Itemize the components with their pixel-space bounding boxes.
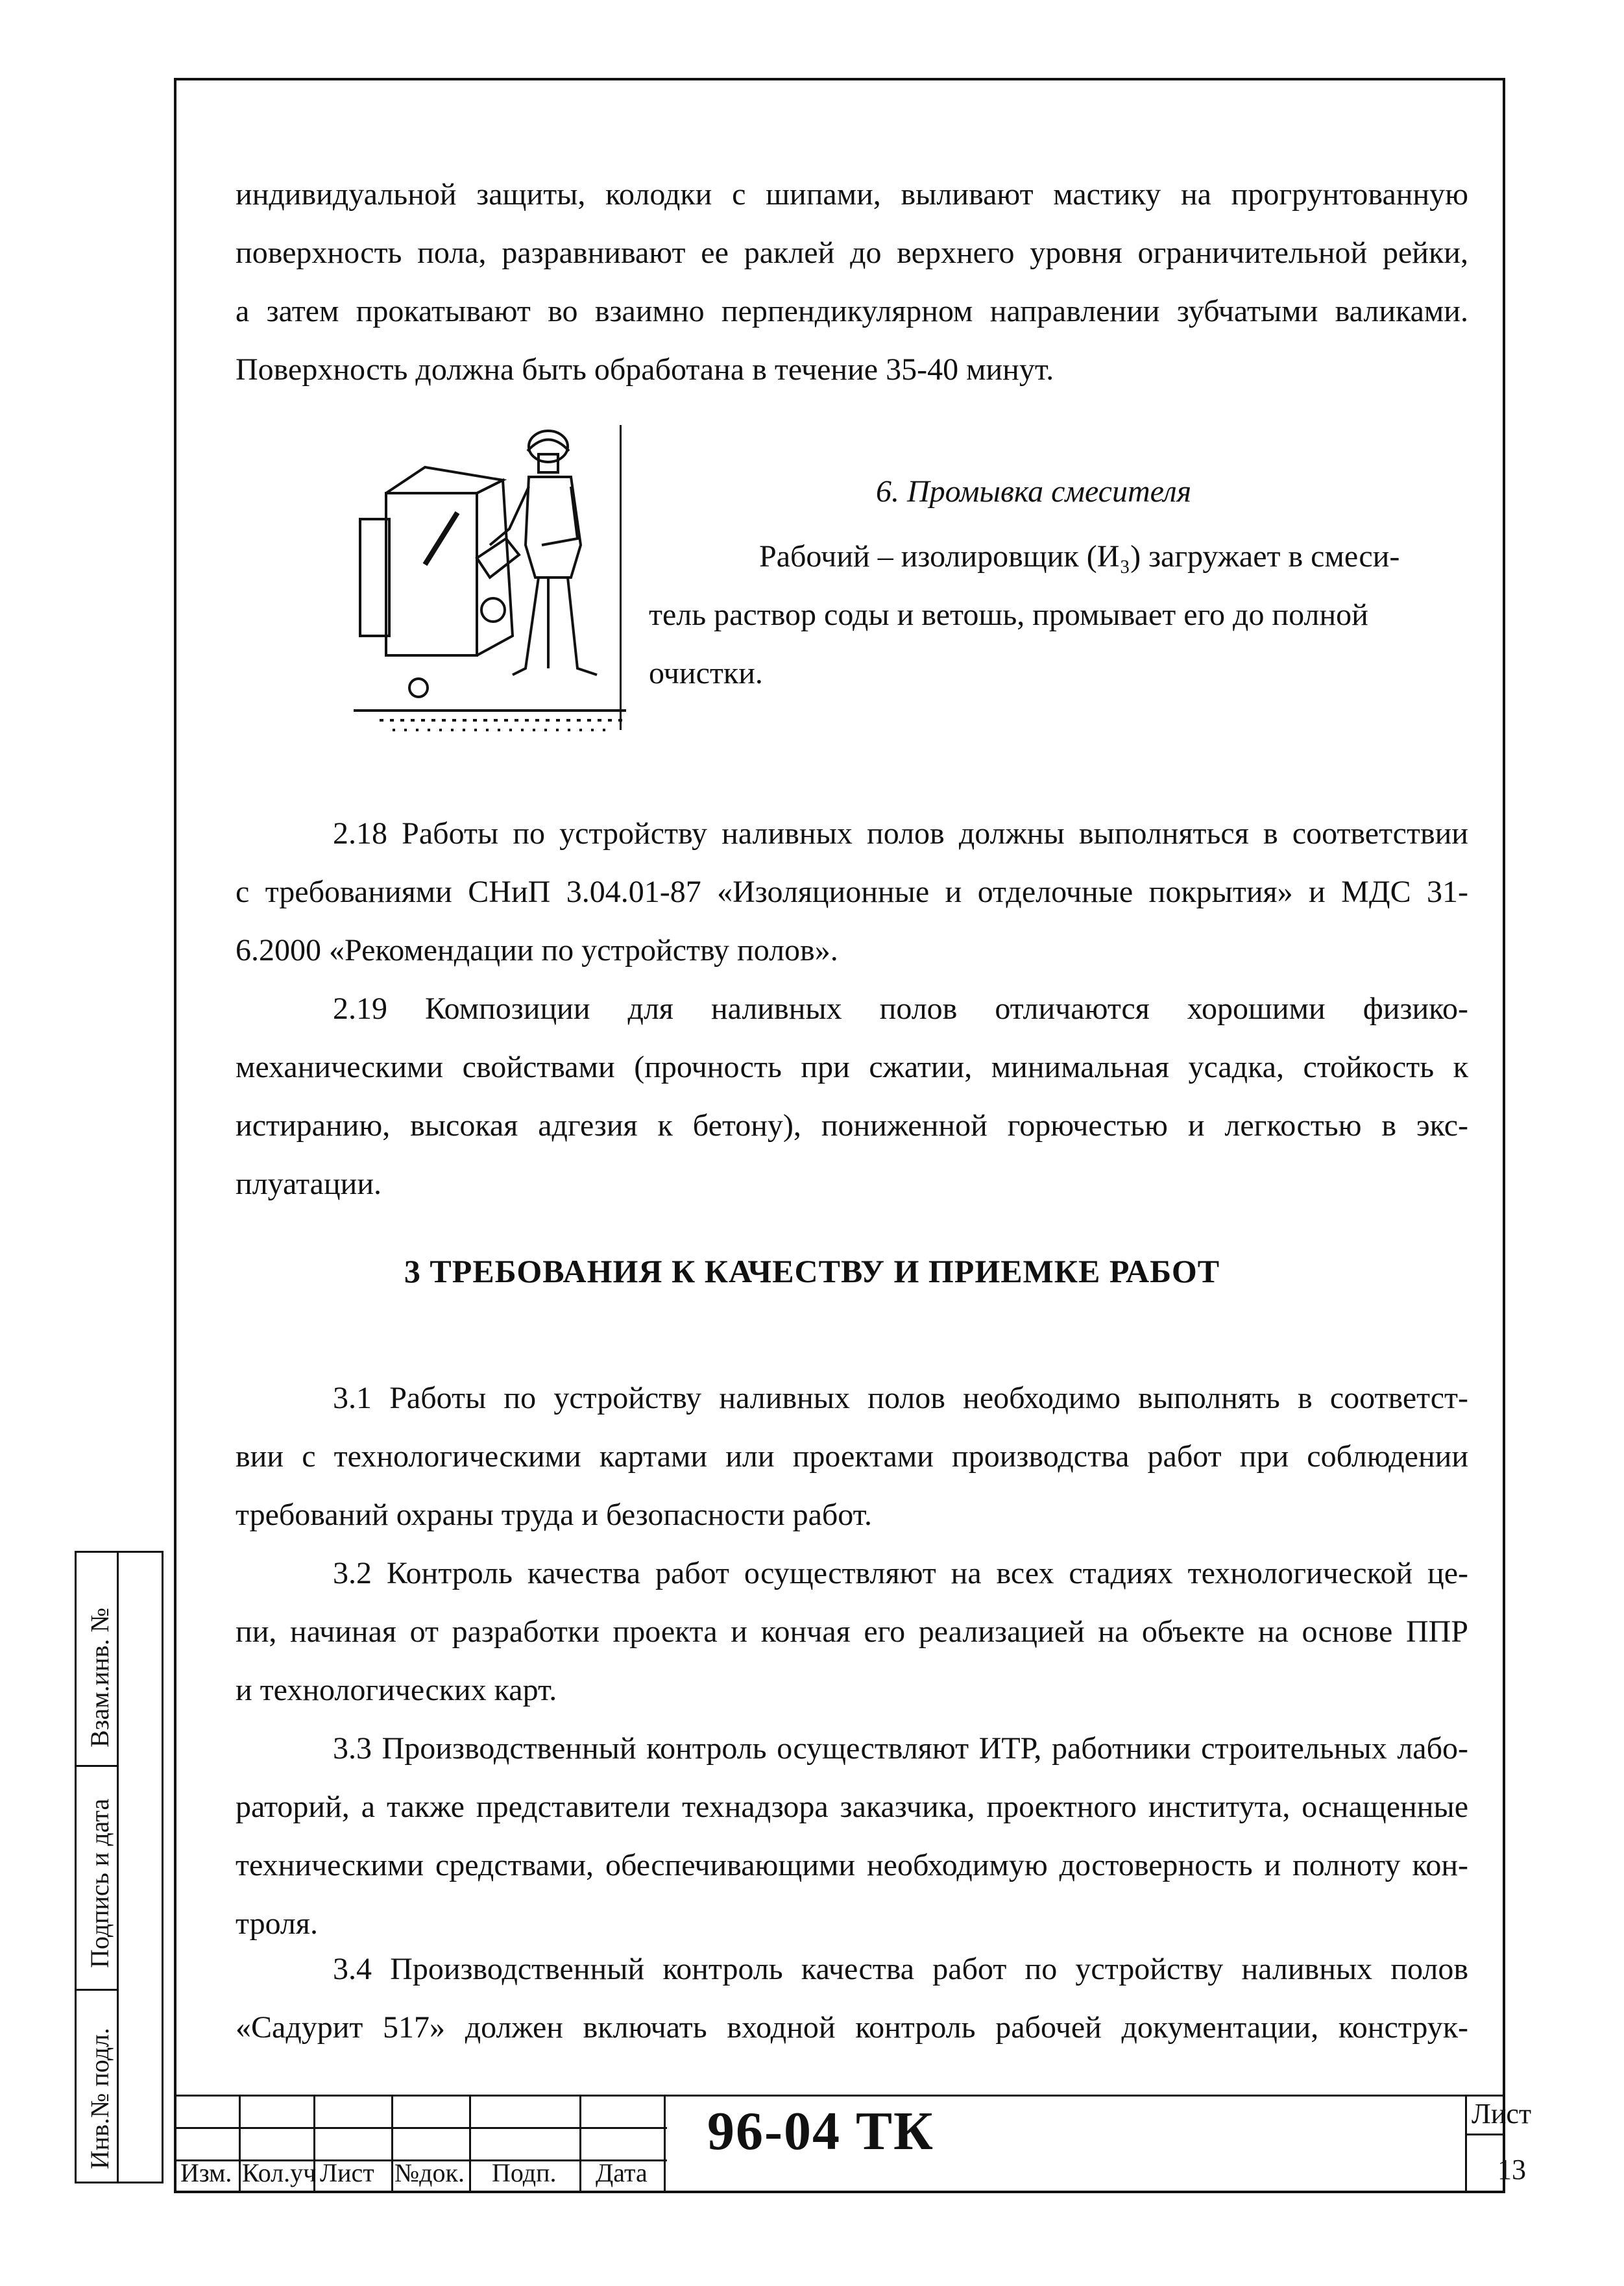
text-line: истиранию, высокая адгезия к бетону), пониженной горючестью и легкостью в экс- [236, 1108, 1468, 1143]
stamp-line [579, 2095, 581, 2193]
stamp-data: Дата [596, 2158, 648, 2187]
text-line: индивидуальной защиты, колодки с шипами, выливают мастику на прогрунтованную [236, 177, 1468, 212]
text-line: пи, начиная от разработки проекта и кончая его реализацией на объекте на основе ППР [236, 1614, 1468, 1649]
stamp-izm: Изм. [180, 2158, 232, 2187]
text-line: троля. [236, 1906, 318, 1941]
document-code: 96-04 ТК [707, 2101, 934, 2161]
text-line: очистки. [649, 656, 763, 690]
stamp-line [391, 2095, 393, 2193]
stamp-line [664, 2095, 666, 2193]
paragraph-2-19 [236, 980, 1468, 1213]
text-line: 6.2000 «Рекомендации по устройству полов». [236, 933, 838, 967]
text-line: раторий, а также представители технадзора заказчика, проектного института, оснащенные [236, 1790, 1468, 1824]
text-line: механическими свойствами (прочность при сжатии, минимальная усадка, стойкость к [236, 1050, 1468, 1084]
text-line: 3.3 Производственный контроль осуществляют ИТР, работники строительных лабо- [333, 1731, 1468, 1766]
sheet-label: Лист [1472, 2098, 1532, 2130]
text-line: тель раствор соды и ветошь, промывает его до полной [649, 598, 1368, 632]
stamp-ndok: №док. [394, 2158, 465, 2187]
figure-text [649, 526, 1466, 701]
stamp-list: Лист [320, 2158, 374, 2187]
text-line: Рабочий – изолировщик (И₃) загружает в смеси- [759, 539, 1400, 574]
side-stamp [75, 1551, 164, 2183]
section-heading: 3 ТРЕБОВАНИЯ К КАЧЕСТВУ И ПРИЕМКЕ РАБОТ [404, 1253, 1220, 1289]
figure-divider [620, 425, 622, 730]
stamp-kol: Кол.уч [242, 2158, 317, 2187]
paragraph-3-2 [236, 1544, 1468, 1720]
paragraph-2-18 [236, 805, 1468, 980]
text-line: 2.18 Работы по устройству наливных полов должны выполняться в соответствии [333, 816, 1468, 851]
text-line: «Садурит 517» должен включать входной контроль рабочей документации, конструк- [236, 2010, 1468, 2045]
stamp-line [469, 2095, 471, 2193]
side-label-podpis: Подпись и дата [85, 1798, 114, 1968]
text-line: плуатации. [236, 1167, 382, 1201]
paragraph-3-4 [236, 1940, 1468, 2057]
stamp-line [174, 2127, 667, 2129]
worker-with-mixer-illustration [354, 415, 639, 740]
paragraph-intro [236, 165, 1468, 399]
text-line: 2.19 Композиции для наливных полов отличаются хорошими физико- [333, 991, 1468, 1026]
text-line: поверхность пола, разравнивают ее раклей до верхнего уровня ограничительной рейки, [236, 236, 1468, 270]
sheet-number: 13 [1497, 2154, 1526, 2185]
text-line: с требованиями СНиП 3.04.01-87 «Изоляционные и отделочные покрытия» и МДС 31- [236, 875, 1468, 909]
paragraph-3-3 [236, 1720, 1468, 1953]
text-line: Поверхность должна быть обработана в течение 35-40 минут. [236, 352, 1054, 387]
text-line: 3.2 Контроль качества работ осуществляют на всех стадиях технологической це- [333, 1556, 1468, 1590]
text-line: техническими средствами, обеспечивающими необходимую достоверность и полноту кон- [236, 1848, 1468, 1882]
side-label-inv: Инв.№ подл. [85, 2028, 114, 2169]
stamp-line [174, 2095, 1505, 2097]
text-line: 3.1 Работы по устройству наливных полов необходимо выполнять в соответст- [333, 1381, 1468, 1415]
stamp-line [239, 2095, 241, 2193]
text-line: требований охраны труда и безопасности работ. [236, 1498, 873, 1532]
text-line: а затем прокатывают во взаимно перпендикулярном направлении зубчатыми валиками. [236, 294, 1468, 328]
text-line: 3.4 Производственный контроль качества работ по устройству наливных полов [333, 1952, 1468, 1986]
text-line: и технологических карт. [236, 1673, 557, 1707]
text-line: вии с технологическими картами или проектами производства работ при соблюдении [236, 1439, 1468, 1474]
stamp-podp: Подп. [492, 2158, 557, 2187]
side-label-vzam: Взам.инв. № [85, 1607, 114, 1747]
paragraph-3-1 [236, 1369, 1468, 1544]
figure-caption: 6. Промывка смесителя [876, 474, 1191, 509]
